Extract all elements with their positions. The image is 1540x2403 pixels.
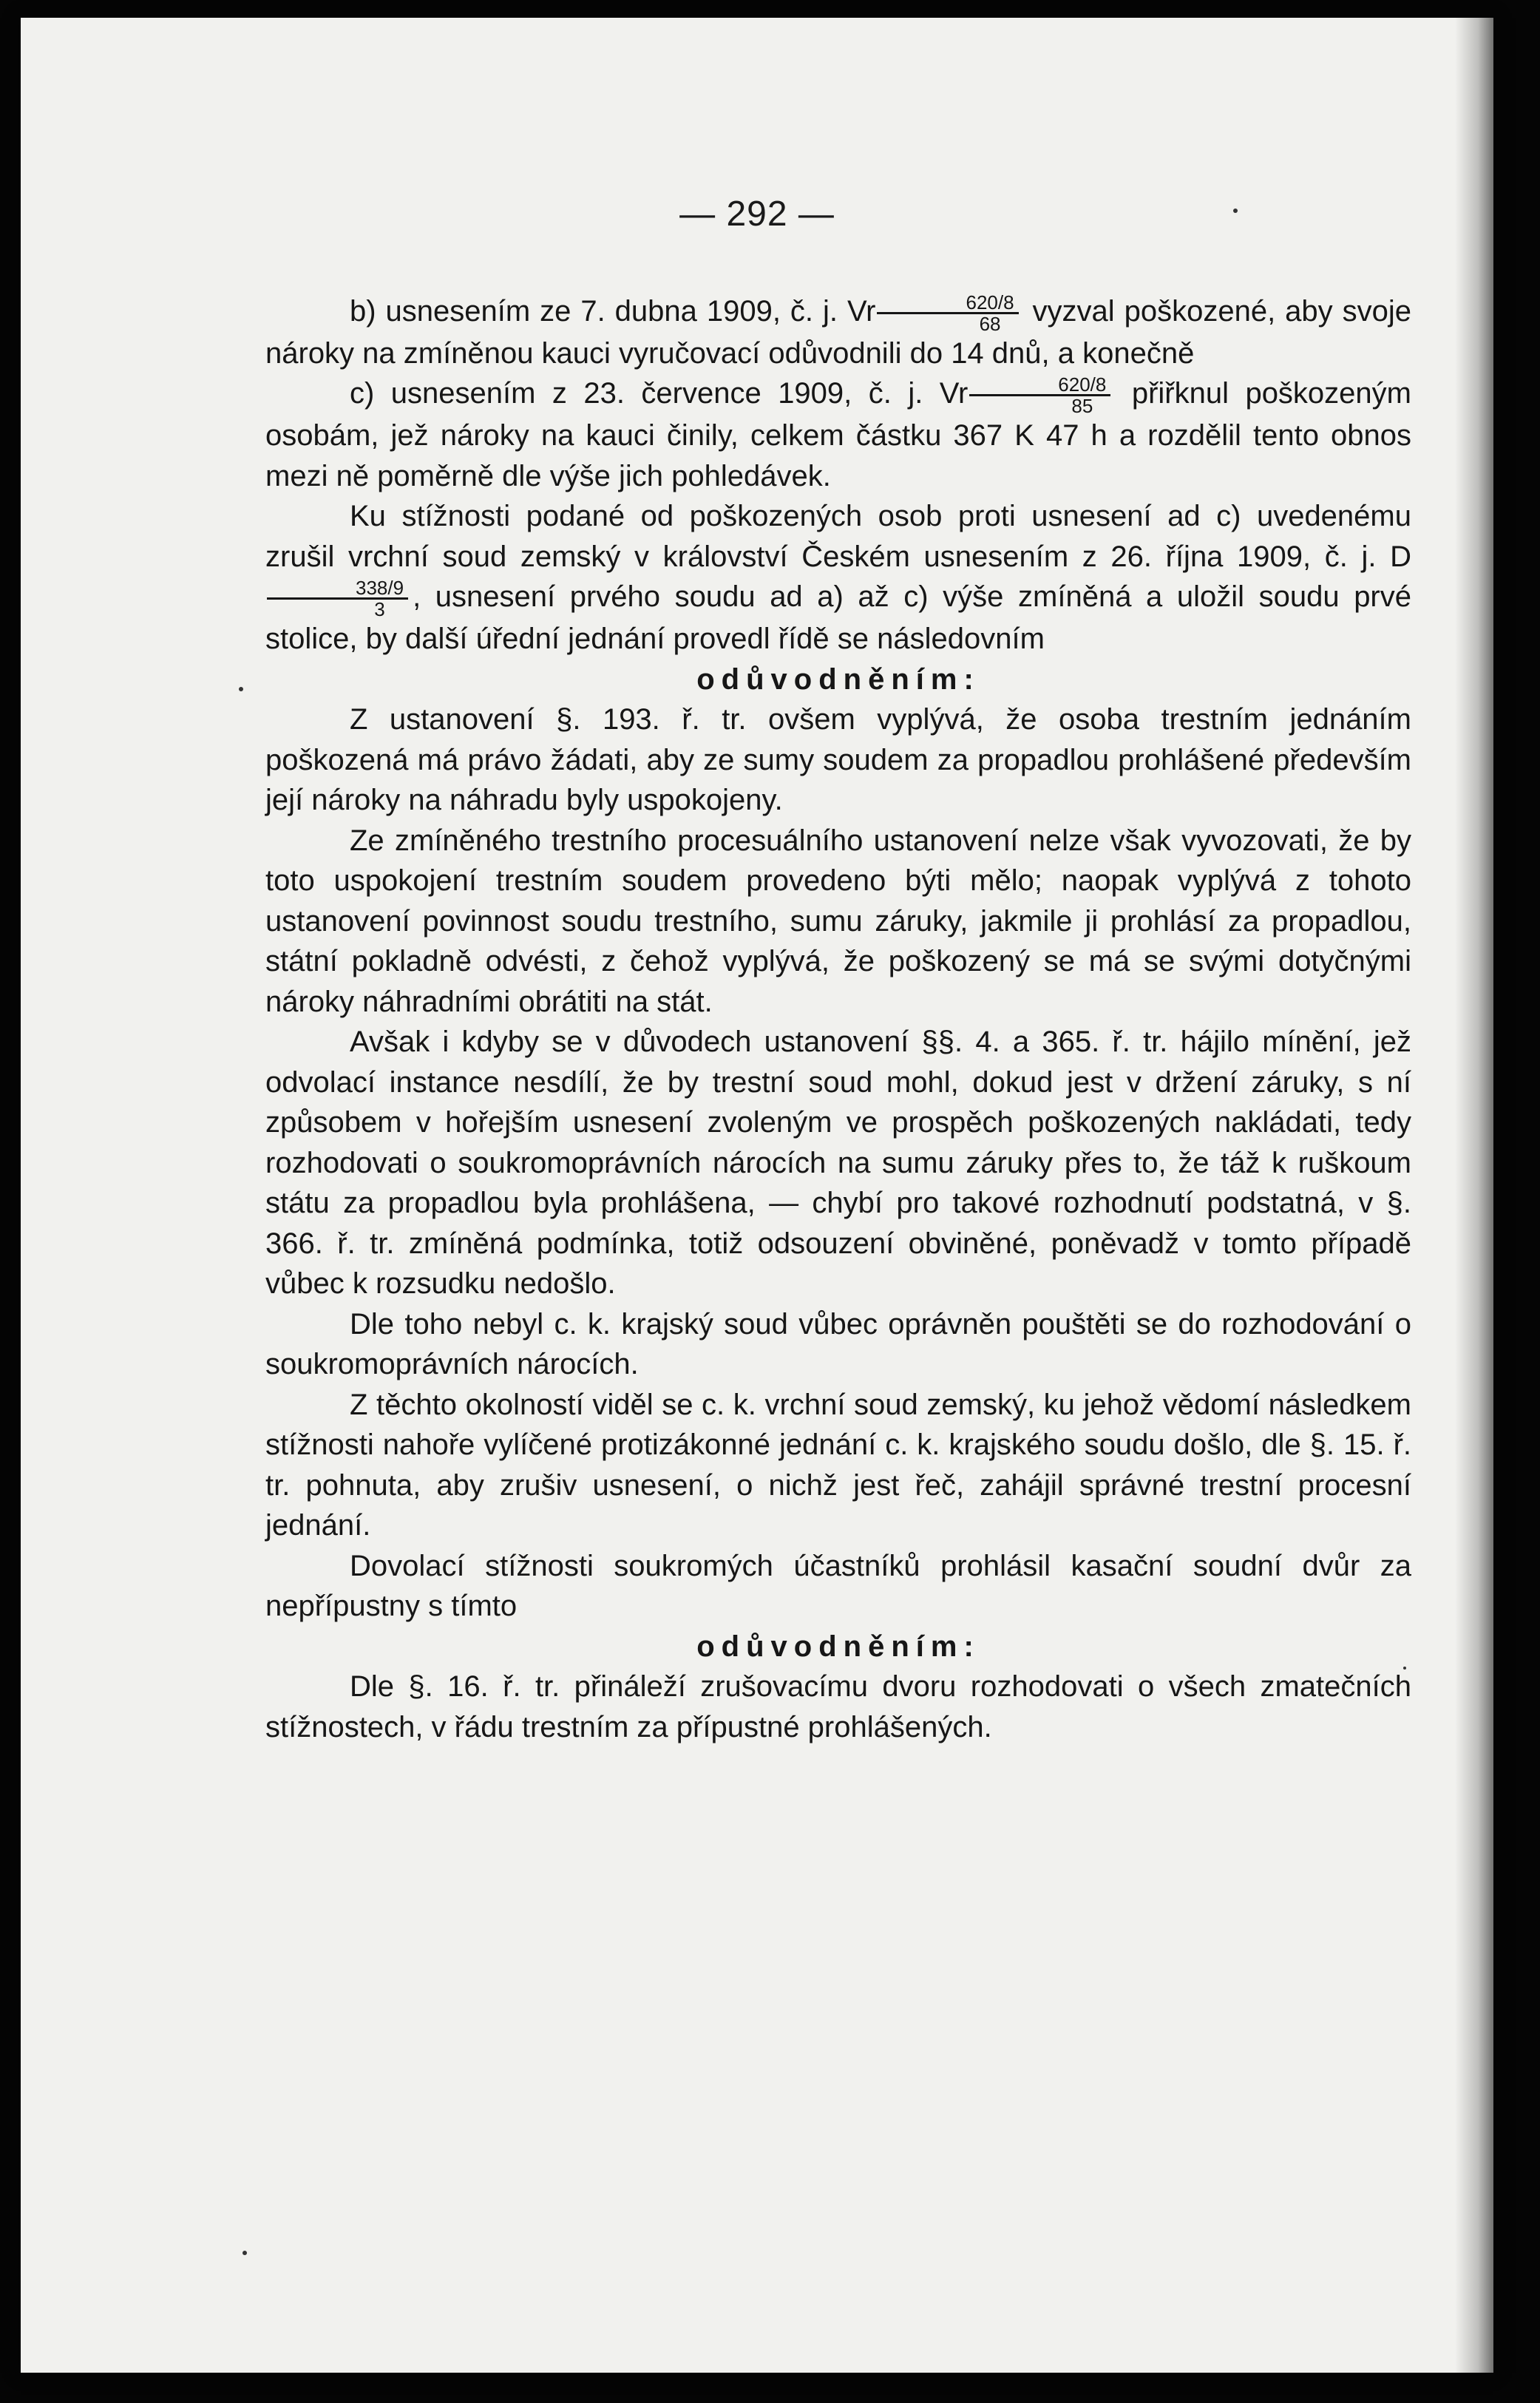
body-paragraph: Ze zmíněného trestního procesuálního ustanovení nelze však vyvozovati, že by toto uspokojení trestním soudem provedeno býti mělo; naopak vyplývá z tohoto ustanovení povinnost soudu trestního, sumu záruky, jakmile ji prohlásí za propadlou, státní pokladně odvésti, z čehož vyplývá, že poškozený se má se svými dotyčnými nároky náhradními obrátiti na stát. — [265, 824, 1411, 1018]
fraction-reference: $\frac{620/8}{85}$ — [969, 375, 1110, 416]
paragraph-ku: Ku stížnosti podané od poškozených osob proti usnesení ad c) uvedenému zrušil vrchní soud zemský v království Českém usnesením z 26. října 1909, č. j. D $\frac{338/9}{3}$ , usnesení prvého soudu ad a) až c) výše zmíněná a uložil soudu prvé stolice, by další úřední jednání provedl řídě se následovním — [265, 500, 1411, 656]
section-heading-1: odůvodněním: — [696, 662, 980, 696]
body-paragraph: Dovolací stížnosti soukromých účastníků prohlásil kasační soudní dvůr za nepřípustny s tímto — [265, 1549, 1411, 1623]
body-paragraph: Dle §. 16. ř. tr. přináleží zrušovacímu dvoru rozhodovati o všech zmatečních stížnostech, v řádu trestním za přípustné prohlášených. — [265, 1670, 1411, 1743]
fraction-reference: $\frac{338/9}{3}$ — [267, 578, 408, 619]
page-body — [265, 291, 1411, 1747]
fraction-reference: $\frac{620/8}{68}$ — [877, 293, 1018, 333]
paragraph-b: b) usnesením ze 7. dubna 1909, č. j. Vr $\frac{620/8}{68}$ vyzval poškozené, aby svoje nároky na zmíněnou kauci vyručovací odůvodnili do 14 dnů, a konečně — [265, 291, 1411, 370]
print-speck — [239, 687, 243, 691]
print-speck — [242, 2251, 247, 2255]
section-heading-2: odůvodněním: — [696, 1630, 980, 1663]
page-number: — 292 — — [679, 194, 835, 234]
print-speck — [1233, 209, 1238, 213]
paragraph-c: c) usnesením z 23. července 1909, č. j. Vr $\frac{620/8}{85}$ přiřknul poškozeným osobám, jež nároky na kauci činily, celkem částku 367 K 47 h a rozdělil tento obnos mezi ně poměrně dle výše jich pohledávek. — [265, 373, 1411, 492]
body-paragraph: Avšak i kdyby se v důvodech ustanovení §§. 4. a 365. ř. tr. hájilo mínění, jež odvolací instance nesdílí, že by trestní soud mohl, dokud jest v držení záruky, s ní způsobem v hořejším usnesení zvoleným ve prospěch poškozených nakládati, tedy rozhodovati o soukromoprávních nárocích na sumu záruky přes to, že táž k ruškoum státu za propadlou byla prohlášena, — chybí pro takové rozhodnutí podstatná, v §. 366. ř. tr. zmíněná podmínka, totiž odsouzení obviněné, poněvadž v tomto případě vůbec k rozsudku nedošlo. — [265, 1026, 1411, 1301]
body-paragraph: Z ustanovení §. 193. ř. tr. ovšem vyplývá, že osoba trestním jednáním poškozená má právo žádati, aby ze sumy soudem za propadlou prohlášené především její nároky na náhradu byly uspokojeny. — [265, 703, 1411, 817]
body-paragraph: Z těchto okolností viděl se c. k. vrchní soud zemský, ku jehož vědomí následkem stížnosti nahoře vylíčené protizákonné jednání c. k. krajského soudu došlo, dle §. 15. ř. tr. pohnuta, aby zrušiv usnesení, o nichž jest řeč, zahájil správné trestní procesní jednání. — [265, 1388, 1411, 1542]
print-speck — [1403, 1667, 1406, 1670]
body-paragraph: Dle toho nebyl c. k. krajský soud vůbec oprávněn pouštěti se do rozhodování o soukromoprávních nárocích. — [265, 1307, 1411, 1381]
book-page — [21, 18, 1493, 2373]
page-edge-shadow — [1455, 18, 1493, 2373]
